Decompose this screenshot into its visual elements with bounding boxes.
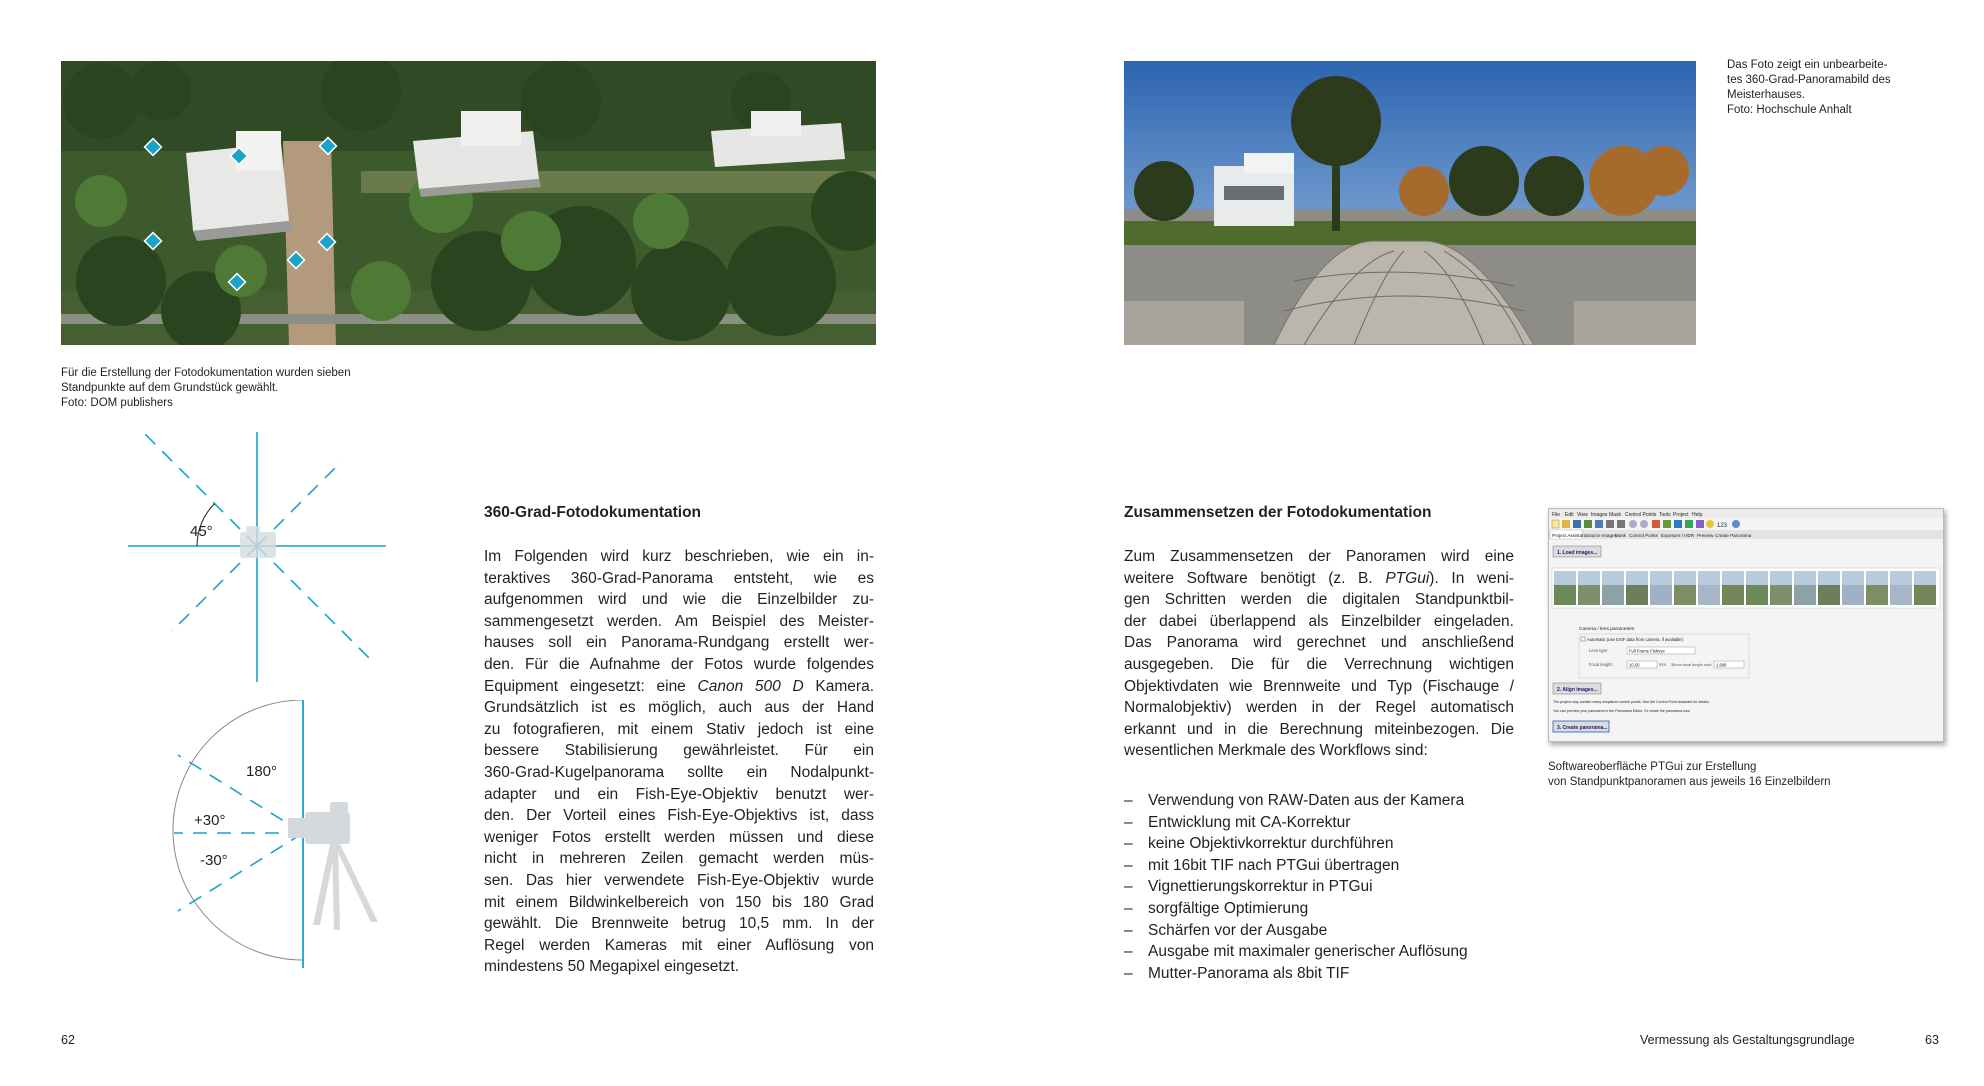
list-item-text: Ausgabe mit maximaler generischer Auflösung (1148, 943, 1468, 961)
focal-length-label: Focal length: (1589, 662, 1613, 667)
text-line: den. Für die Aufnahme der Fotos wurde folgendes (484, 655, 874, 673)
thumbnail-sky (1602, 571, 1624, 585)
text-line: gewählt. Die Brennweite betrug 10,5 mm. In der (484, 915, 874, 933)
software-name: PTGui (1385, 569, 1430, 587)
software-caption (1548, 760, 1948, 790)
auto-exif-checkbox[interactable] (1581, 637, 1585, 641)
bullet-dash: – (1124, 899, 1133, 917)
rotation-diagram-top (120, 430, 400, 690)
menu-item[interactable]: Control Points (1625, 512, 1657, 518)
menu-item[interactable]: Project (1673, 512, 1689, 518)
help-icon[interactable] (1732, 520, 1740, 528)
lens-type-label: Lens type: (1589, 648, 1609, 653)
save-icon[interactable] (1573, 520, 1581, 528)
text-fragment: weitere Software benötigt (z. B. (1124, 569, 1386, 587)
list-item (1124, 920, 1524, 942)
text-line: Das Panorama wird gerechnet und anschließend (1124, 634, 1514, 652)
thumbnail-sky (1818, 571, 1840, 585)
page-number-left: 62 (61, 1033, 75, 1047)
thumbnail-sky (1554, 571, 1576, 585)
angle-line (178, 833, 303, 911)
text-line-last: mindestens 50 Megapixel eingesetzt. (484, 958, 740, 976)
lens-type-value: Full Frame Fisheye (1629, 648, 1665, 654)
crop-factor-label: 35mm focal length mult: (1671, 662, 1713, 667)
tab-label[interactable]: Control Points (1629, 533, 1658, 538)
menu-item[interactable]: Edit (1565, 512, 1574, 518)
bullet-dash: – (1124, 943, 1133, 961)
diagonal-line (172, 546, 257, 631)
text-fragment: ). In weni- (1429, 569, 1514, 587)
list-item (1124, 833, 1524, 855)
aerial-caption (61, 366, 481, 411)
half-circle-arc (173, 700, 303, 960)
list-item (1124, 790, 1524, 812)
tab-label: Project Assistant (1552, 533, 1586, 538)
list-item-text: keine Objektivkorrektur durchführen (1148, 835, 1394, 853)
angle-label-45: 45° (190, 523, 213, 540)
bullet-dash: – (1124, 856, 1133, 874)
text-line: adapter und ein Fish-Eye-Objektiv benutzt wer- (484, 785, 874, 803)
text-line: den. Der Vorteil eines Fish-Eye-Objektivs ist, dass (484, 807, 874, 825)
section-title-right: Zusammensetzen der Fotodokumentation (1124, 504, 1432, 521)
panorama-caption (1727, 58, 1947, 118)
focal-length-unit: mm (1659, 662, 1666, 667)
caption-line: Standpunkte auf dem Grundstück gewählt. (61, 382, 279, 394)
caption-line: Meisterhauses. (1727, 89, 1805, 101)
align-images-button-label: 2. Align images... (1557, 687, 1598, 693)
text-line: hauses soll ein Panorama-Rundgang erstellt wer- (484, 634, 874, 652)
list-item-text: Entwicklung mit CA-Korrektur (1148, 813, 1351, 831)
thumbnail-sky (1914, 571, 1936, 585)
menu-item[interactable]: Mask (1609, 512, 1621, 518)
caption-line: Foto: DOM publishers (61, 397, 173, 409)
text-fragment: Equipment eingesetzt: eine (484, 677, 698, 695)
text-line: sammengesetzt werden. Am Beispiel des Meister- (484, 612, 874, 630)
caption-line: von Standpunktpanoramen aus jeweils 16 Einzelbildern (1548, 776, 1831, 788)
running-head: Vermessung als Gestaltungsgrundlage (1640, 1033, 1855, 1047)
undo-icon[interactable] (1606, 520, 1614, 528)
list-item (1124, 898, 1524, 920)
text-line: zu fotografieren, mit einem Stativ jedoch ist eine (484, 720, 874, 738)
text-line: nicht in mehreren Zeilen gemacht werden müs- (484, 850, 874, 868)
tab-label[interactable]: Create Panorama (1715, 533, 1752, 538)
forward-icon[interactable] (1663, 520, 1671, 528)
thumbnail-sky (1794, 571, 1816, 585)
text-line: Grundsätzlich ist es möglich, auch aus der Hand (484, 699, 874, 717)
text-line-software (1124, 568, 1514, 590)
caption-line: Das Foto zeigt ein unbearbeite- (1727, 59, 1888, 71)
list-item-text: Schärfen vor der Ausgabe (1148, 921, 1328, 939)
panorama-photo (1124, 61, 1696, 345)
caption-line: Softwareoberfläche PTGui zur Erstellung (1548, 761, 1757, 773)
counter-label: 123 (1717, 523, 1728, 529)
thumbnail-sky (1746, 571, 1768, 585)
caption-line: tes 360-Grad-Panoramabild des (1727, 74, 1891, 86)
text-line: der dabei überlappend als Einzelbilder eingeladen. (1124, 612, 1514, 630)
list-item (1124, 812, 1524, 834)
table-icon[interactable] (1685, 520, 1693, 528)
focal-length-value: 10,50 (1629, 662, 1640, 668)
thumbnail-sky (1674, 571, 1696, 585)
thumbnail-sky (1626, 571, 1648, 585)
text-line: erkannt und in die Berechnung miteinbezogen. Die (1124, 720, 1514, 738)
text-line: teraktives 360-Grad-Panorama entsteht, wie es (484, 569, 874, 587)
align-icon[interactable] (1595, 520, 1603, 528)
back-icon[interactable] (1652, 520, 1660, 528)
auto-exif-label: Automatic (use EXIF data from camera, if available) (1587, 637, 1683, 642)
panorama-editor-icon[interactable] (1674, 520, 1682, 528)
load-images-icon[interactable] (1584, 520, 1592, 528)
hint-text: The project may contain many misplaced control points. See the Control Point Assistant for details. (1553, 700, 1710, 704)
text-fragment: Kamera. (803, 677, 875, 695)
angle-label-minus30: -30° (200, 852, 228, 869)
bullet-dash: – (1124, 878, 1133, 896)
list-item-text: Verwendung von RAW-Daten aus der Kamera (1148, 792, 1465, 809)
create-panorama-button-label: 3. Create panorama... (1557, 725, 1608, 731)
tab-label[interactable]: Preview (1697, 533, 1714, 538)
diagonal-line (257, 546, 372, 661)
text-line: gen Schritten werden die digitalen Standpunktbil- (1124, 591, 1514, 609)
lens-title: Camera / lens parameters (1579, 627, 1635, 632)
text-line: weniger Fotos erstellt werden müssen und diese (484, 828, 874, 846)
bullet-dash: – (1124, 792, 1133, 809)
body-text-right (1124, 546, 1514, 762)
list-item (1124, 963, 1524, 985)
load-images-button-label: 1. Load images... (1557, 550, 1598, 556)
tab-label[interactable]: Exposure / HDR (1661, 533, 1695, 538)
thumbnail-sky (1722, 571, 1744, 585)
menu-item[interactable]: Tools (1659, 512, 1671, 518)
menu-item[interactable]: View (1577, 512, 1588, 518)
text-line: bessere Stabilisierung gewährleistet. Für ein (484, 742, 874, 760)
tripod-camera-icon (288, 802, 378, 930)
redo-icon[interactable] (1617, 520, 1625, 528)
aerial-photo (61, 61, 876, 345)
workflow-list (1124, 790, 1524, 984)
thumbnail-sky (1578, 571, 1600, 585)
zoom-in-icon[interactable] (1629, 520, 1637, 528)
text-line: Im Folgenden wird kurz beschrieben, wie ein in- (484, 548, 874, 565)
new-file-icon[interactable] (1552, 520, 1559, 528)
caption-line: Für die Erstellung der Fotodokumentation wurden sieben (61, 367, 351, 379)
text-line: Zum Zusammensetzen der Panoramen wird eine (1124, 548, 1514, 565)
text-line-last: wesentlichen Merkmale des Workflows sind: (1124, 742, 1428, 760)
caption-line: Foto: Hochschule Anhalt (1727, 104, 1852, 116)
text-line: Normalobjektiv) werden in der Regel automatisch (1124, 699, 1514, 717)
text-line: 360-Grad-Kugelpanorama sollte ein Nodalpunkt- (484, 763, 874, 781)
angle-label-180: 180° (246, 763, 278, 780)
section-title-left: 360-Grad-Fotodokumentation (484, 504, 702, 521)
thumbnail-sky (1842, 571, 1864, 585)
panorama-photo-image (1124, 61, 1696, 345)
list-item-text: Vignettierungskorrektur in PTGui (1148, 878, 1373, 896)
menu-item[interactable]: File (1552, 512, 1561, 518)
list-item-text: sorgfältige Optimierung (1148, 899, 1309, 917)
thumbnail-sky (1866, 571, 1888, 585)
text-line: Regel werden Kameras mit einer Auflösung von (484, 936, 874, 954)
text-line: mit einem Bildwinkelbereich von 150 bis 180 Grad (484, 893, 874, 911)
tab-label[interactable]: Mask (1615, 533, 1626, 538)
open-folder-icon[interactable] (1562, 520, 1570, 528)
thumbnail-sky (1650, 571, 1672, 585)
text-line: ausgegeben. Die für die Verrechnung wichtigen (1124, 655, 1514, 673)
thumbnail-sky (1698, 571, 1720, 585)
text-line: sen. Das hier verwendete Fish-Eye-Objektiv wurde (484, 871, 874, 889)
bullet-dash: – (1124, 964, 1133, 982)
aerial-photo-image (61, 61, 876, 345)
batch-icon[interactable] (1696, 520, 1704, 528)
angle-label-plus30: +30° (194, 812, 226, 829)
rotation-diagram-side (170, 700, 400, 970)
camera-icon (240, 526, 276, 558)
text-line: Objektivdaten wie Brennweite und Typ (Fischauge / (1124, 677, 1514, 695)
ptgui-screenshot (1548, 508, 1944, 742)
thumbnail-sky (1890, 571, 1912, 585)
list-item-text: Mutter-Panorama als 8bit TIF (1148, 964, 1350, 982)
tab-label[interactable]: Source Images (1586, 533, 1617, 538)
list-item (1124, 941, 1524, 963)
menu-item[interactable]: Help (1692, 512, 1703, 518)
list-item (1124, 855, 1524, 877)
page-number-right: 63 (1925, 1033, 1939, 1047)
bullet-dash: – (1124, 835, 1133, 853)
bullet-dash: – (1124, 921, 1133, 939)
hint-text: You can preview your panorama in the Panorama Editor. Or create the panorama now. (1553, 709, 1691, 713)
text-line-camera (484, 676, 874, 698)
camera-name: Canon 500 D (697, 677, 804, 695)
menu-item[interactable]: Images (1591, 512, 1608, 518)
crop-factor-value: 1,608 (1716, 662, 1727, 668)
bullet-dash: – (1124, 813, 1133, 831)
body-text-left (484, 546, 874, 978)
text-line: aufgenommen wird und wie die Einzelbilder zu- (484, 591, 874, 609)
list-item-text: mit 16bit TIF nach PTGui übertragen (1148, 856, 1400, 874)
list-item (1124, 876, 1524, 898)
zoom-out-icon[interactable] (1640, 520, 1648, 528)
thumbnail-sky (1770, 571, 1792, 585)
lightbulb-icon[interactable] (1706, 520, 1714, 528)
